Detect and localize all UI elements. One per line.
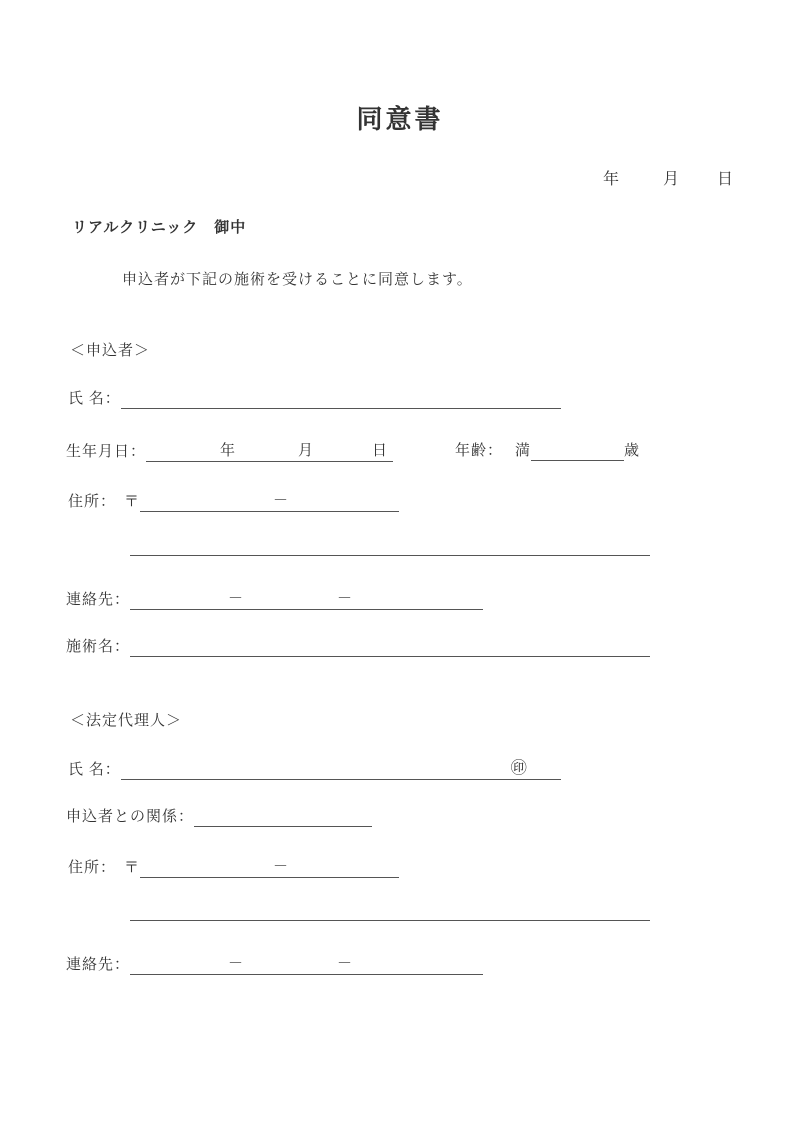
rep-address-label: 住所：	[68, 860, 117, 876]
rep-name-label: 氏 名：	[68, 762, 121, 778]
applicant-name-field[interactable]	[121, 389, 561, 409]
rep-address-row	[68, 857, 399, 878]
date-month-label: 月	[663, 171, 681, 188]
applicant-name-row	[68, 389, 561, 409]
applicant-contact-label: 連絡先：	[66, 592, 131, 608]
rep-contact-field[interactable]	[130, 954, 483, 975]
consent-statement: 申込者が下記の施術を受けることに同意します。	[122, 272, 473, 288]
age-label: 年齢：	[455, 443, 504, 459]
dash-mark: －	[337, 956, 354, 972]
applicant-contact-field[interactable]	[130, 589, 483, 610]
treatment-field[interactable]	[130, 637, 650, 657]
addressee: リアルクリニック 御中	[72, 220, 247, 236]
relation-row	[66, 807, 372, 827]
applicant-contact-row	[66, 589, 483, 610]
relation-label: 申込者との関係：	[66, 809, 195, 825]
dash-mark: －	[273, 493, 290, 509]
month-unit-label: 月	[298, 443, 315, 459]
rep-address2-row	[130, 901, 650, 921]
applicant-address-label: 住所：	[68, 494, 117, 510]
treatment-label: 施術名：	[66, 639, 131, 655]
dash-mark: －	[228, 956, 245, 972]
birthdate-field[interactable]	[146, 441, 393, 462]
rep-name-field[interactable]	[121, 759, 561, 780]
age-row	[455, 441, 640, 461]
rep-contact-label: 連絡先：	[66, 957, 131, 973]
dash-mark: －	[228, 591, 245, 607]
applicant-address2-field[interactable]	[130, 536, 650, 556]
age-field[interactable]	[531, 441, 624, 461]
applicant-name-label: 氏 名：	[68, 391, 121, 407]
document-title: 同意書	[356, 105, 444, 134]
dash-mark: －	[337, 591, 354, 607]
applicant-section-heading: ＜申込者＞	[70, 343, 151, 359]
age-unit-label: 歳	[624, 443, 641, 459]
year-unit-label: 年	[220, 443, 237, 459]
seal-mark-icon: ㊞	[510, 760, 528, 777]
rep-postal-mark: 〒	[124, 860, 141, 876]
day-unit-label: 日	[372, 443, 389, 459]
treatment-row	[66, 637, 650, 657]
dash-mark: －	[273, 859, 290, 875]
rep-address2-field[interactable]	[130, 901, 650, 921]
birthdate-label: 生年月日：	[66, 444, 147, 460]
postal-mark: 〒	[124, 494, 141, 510]
rep-postal-field[interactable]	[140, 857, 399, 878]
relation-field[interactable]	[194, 807, 372, 827]
rep-contact-row	[66, 954, 483, 975]
applicant-address-row	[68, 491, 399, 512]
date-year-label: 年	[603, 171, 621, 188]
birthdate-row	[66, 441, 393, 462]
date-day-label: 日	[717, 171, 735, 188]
applicant-address2-row	[130, 536, 650, 556]
representative-section-heading: ＜法定代理人＞	[70, 713, 183, 729]
age-prefix-label: 満	[515, 443, 532, 459]
rep-name-row	[68, 759, 561, 780]
applicant-postal-field[interactable]	[140, 491, 399, 512]
